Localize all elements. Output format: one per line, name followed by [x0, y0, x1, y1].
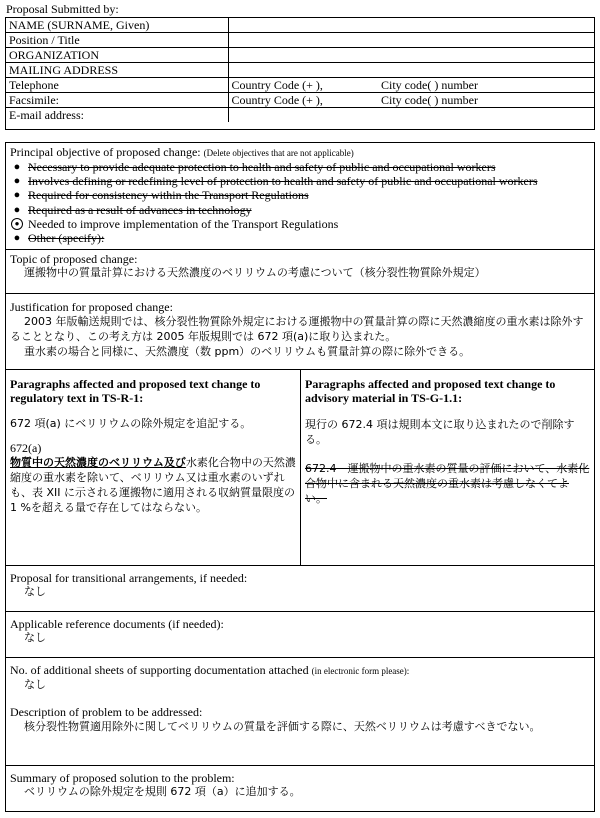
- advisory-column: [300, 370, 594, 565]
- bullet-icon: ●: [13, 161, 21, 173]
- problem-text: 核分裂性物質適用除外に関してベリリウムの質量を評価する際に、天然ベリリウムは考慮すべきでない。: [24, 720, 541, 733]
- regulatory-title: Paragraphs affected and proposed text change to regulatory text in TS-R-1:: [10, 377, 261, 405]
- regulatory-p1: 672 項(a) にベリリウムの除外規定を追記する。: [10, 417, 252, 430]
- justification-line2: 重水素の場合と同様に、天然濃度（数 ppm）のベリリウムも質量計算の際に除外できる。: [24, 345, 471, 358]
- solution-section: [5, 766, 595, 812]
- objective-section: [5, 142, 595, 250]
- regulatory-p2: [10, 455, 296, 515]
- info-value-field[interactable]: [228, 108, 594, 123]
- info-row: [6, 48, 594, 63]
- objective-item[interactable]: [10, 188, 590, 202]
- references-section: [5, 612, 595, 658]
- info-label: NAME (SURNAME, Given): [6, 18, 228, 33]
- objective-item-label: Other (specify):: [28, 230, 105, 245]
- info-row: [6, 33, 594, 48]
- country-code-field[interactable]: Country Code (+ ),: [228, 93, 378, 108]
- objective-item[interactable]: [10, 231, 590, 245]
- regulatory-p2-rest: 水素化合物中の天然濃縮度の重水素を除いて、ベリリウム又は重水素のいずれも、表 XII に示される運搬物に適用される収納質量限度の 1 %を超える量で存在してはならない。: [10, 456, 296, 514]
- solution-text: ベリリウムの除外規定を規則 672 項（a）に追加する。: [24, 785, 301, 798]
- solution-title: Summary of proposed solution to the problem:: [10, 771, 235, 785]
- justification-title: Justification for proposed change:: [10, 300, 173, 314]
- objective-item[interactable]: [10, 160, 590, 174]
- advisory-p2: 672.4 運搬物中の重水素の質量の評価において、水素化合物中に含まれる天然濃度の重水素は考慮しなくてよい。: [305, 462, 590, 505]
- problem-title: Description of problem to be addressed:: [10, 705, 203, 719]
- transitional-text: なし: [24, 585, 46, 598]
- objective-title: Principal objective of proposed change:: [10, 145, 201, 159]
- transitional-title: Proposal for transitional arrangements, if needed:: [10, 571, 248, 585]
- objective-list: [10, 160, 590, 245]
- selected-bullet-icon: ●: [11, 218, 23, 230]
- objective-item[interactable]: [10, 203, 590, 217]
- info-label: ORGANIZATION: [6, 48, 228, 63]
- bullet-icon: ●: [13, 189, 21, 202]
- advisory-title: Paragraphs affected and proposed text change to advisory material in TS-G-1.1:: [305, 377, 556, 405]
- bullet-icon: ●: [13, 231, 21, 244]
- info-value-field[interactable]: [228, 48, 594, 63]
- objective-item-label: Necessary to provide adequate protection to health and safety of public and occupational workers: [28, 160, 496, 174]
- info-row: [6, 108, 594, 123]
- info-label: MAILING ADDRESS: [6, 63, 228, 78]
- bullet-icon: ●: [13, 203, 21, 216]
- advisory-p1: 現行の 672.4 項は規則本文に取り込まれたので削除する。: [305, 418, 575, 446]
- bullet-icon: ●: [13, 175, 21, 188]
- info-row: [6, 78, 594, 93]
- objective-item-label: Involves defining or redefining level of protection to health and safety of public and occupational workers: [28, 174, 538, 189]
- info-value-field[interactable]: [228, 18, 594, 33]
- objective-item-label: Required for consistency within the Transport Regulations: [28, 188, 309, 203]
- info-value-field[interactable]: [228, 63, 594, 78]
- topic-text: 運搬物中の質量計算における天然濃度のベリリウムの考慮について（核分裂性物質除外規定）: [24, 266, 486, 279]
- regulatory-column: [6, 370, 300, 565]
- objective-item[interactable]: [10, 174, 590, 188]
- info-row: [6, 63, 594, 78]
- objective-item[interactable]: [10, 217, 590, 231]
- form-header: Proposal Submitted by:: [6, 2, 119, 16]
- city-code-number-field[interactable]: City code( ) number: [378, 93, 594, 108]
- info-value-field[interactable]: [228, 33, 594, 48]
- objective-note: (Delete objectives that are not applicable): [203, 148, 354, 158]
- submitter-info-table: [5, 17, 595, 130]
- sheets-title: No. of additional sheets of supporting documentation attached: [10, 663, 309, 677]
- info-label: Facsimile:: [6, 93, 228, 108]
- references-title: Applicable reference documents (if needed):: [10, 617, 224, 631]
- regulatory-p2-underlined: 物質中の天然濃度のベリリウム及び: [10, 456, 186, 469]
- sheets-text: なし: [24, 678, 46, 691]
- objective-item-label: Needed to improve implementation of the Transport Regulations: [28, 216, 339, 231]
- justification-section: [5, 294, 595, 370]
- paragraphs-section: [5, 370, 595, 566]
- info-label: Position / Title: [6, 33, 228, 48]
- country-code-field[interactable]: Country Code (+ ),: [228, 78, 378, 93]
- topic-section: [5, 250, 595, 294]
- info-label: Telephone: [6, 78, 228, 93]
- info-row: [6, 93, 594, 108]
- info-label: E-mail address:: [6, 108, 228, 123]
- regulatory-p2-label: 672(a): [10, 441, 42, 455]
- city-code-number-field[interactable]: City code( ) number: [378, 78, 594, 93]
- sheets-note: (in electronic form please):: [311, 666, 410, 676]
- references-text: なし: [24, 631, 46, 644]
- info-row: [6, 18, 594, 33]
- justification-line1: 2003 年版輸送規則では、核分裂性物質除外規定における運搬物中の質量計算の際に天然濃縮度の重水素は除外することとなり、この考え方は 2005 年版規則では 672 項(a)に取り込まれた。: [10, 315, 584, 343]
- sheets-problem-section: [5, 658, 595, 766]
- topic-title: Topic of proposed change:: [10, 252, 138, 266]
- transitional-section: [5, 566, 595, 612]
- objective-item-label: Required as a result of advances in technology: [28, 202, 252, 217]
